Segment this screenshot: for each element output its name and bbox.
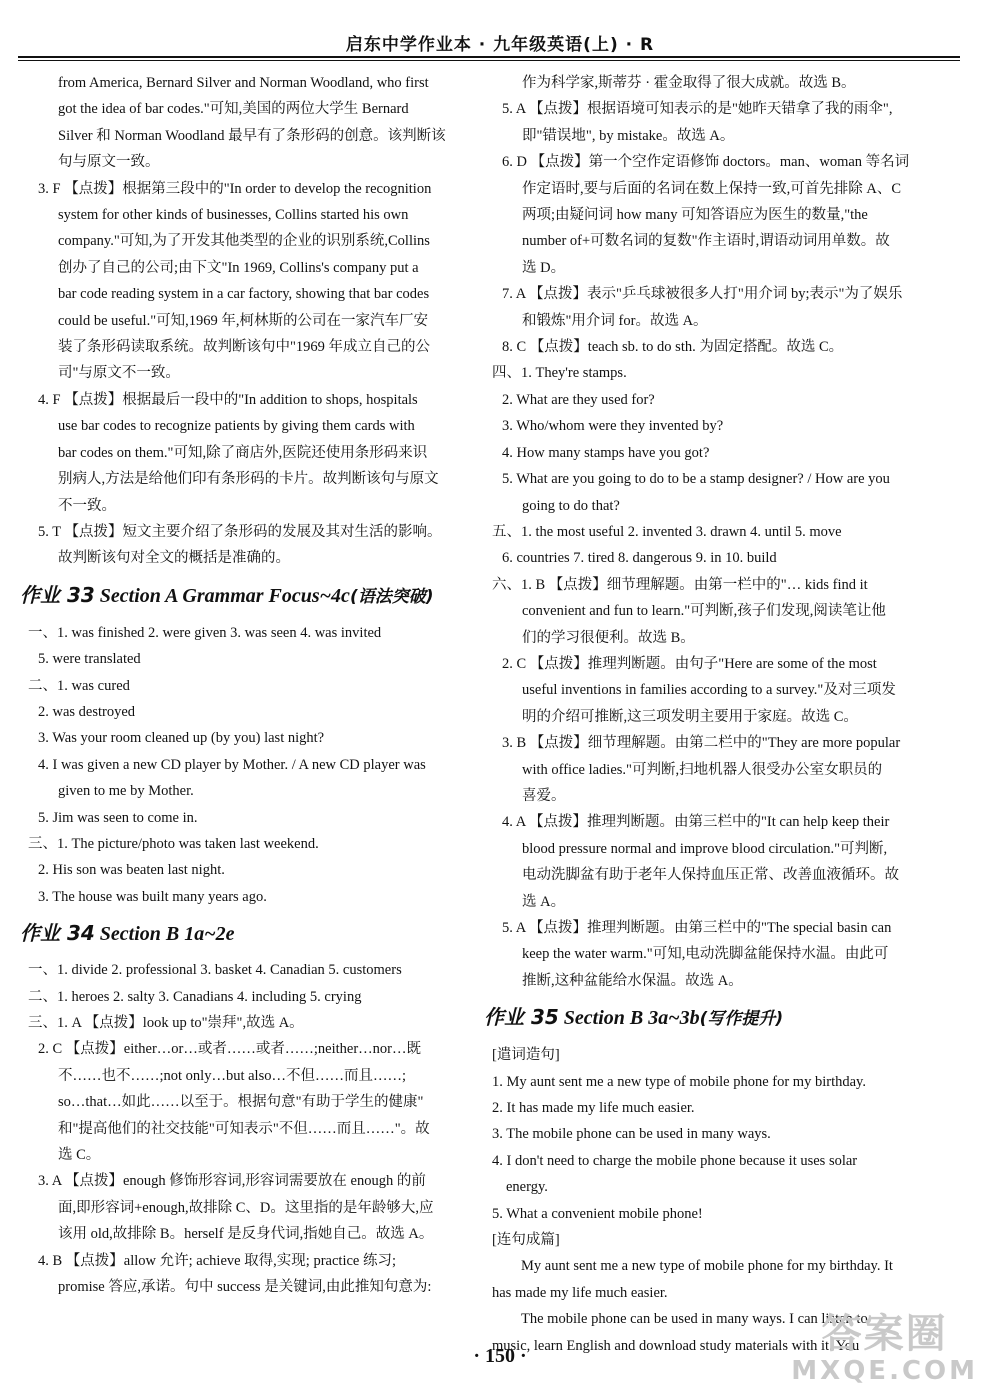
text-line: 选 D。 <box>522 259 566 276</box>
text-line: 五、1. the most useful 2. invented 3. drawn 4. until 5. move <box>492 523 842 540</box>
text-line: 2. His son was beaten last night. <box>38 862 225 879</box>
text-line: 一、1. was finished 2. were given 3. was seen 4. was invited <box>28 624 382 641</box>
header-rule-thin <box>18 60 960 61</box>
text-line: 电动洗脚盆有助于老年人保持血压正常、改善血液循环。故 <box>522 867 899 884</box>
text-line: 该用 old,故排除 B。herself 是反身代词,指她自己。故选 A。 <box>58 1226 434 1243</box>
section-heading <box>484 1002 952 1034</box>
text-line: going to do that? <box>522 497 620 514</box>
section-title: Section B 3a~3b <box>563 1007 700 1030</box>
text-line: 3. B 【点拨】细节理解题。由第二栏中的"They are more popular <box>502 735 901 752</box>
text-line: Silver 和 Norman Woodland 最早有了条形码的创意。该判断该 <box>58 127 446 144</box>
text-line: [遣词造句] <box>492 1047 560 1064</box>
page-number: · 150 · <box>473 1345 527 1367</box>
text-line: 5. What a convenient mobile phone! <box>492 1205 703 1222</box>
text-line: 3. A 【点拨】enough 修饰形容词,形容词需要放在 enough 的前 <box>38 1173 426 1190</box>
text-line: 7. A 【点拨】表示"乒乓球被很多人打"用介词 by;表示"为了娱乐 <box>502 286 903 303</box>
text-line: 2. was destroyed <box>38 703 136 720</box>
text-line: with office ladies."可判断,扫地机器人很受办公室女职员的 <box>522 761 883 778</box>
text-line: 3. F 【点拨】根据第三段中的"In order to develop the recognition <box>38 180 432 197</box>
text-line: 6. D 【点拨】第一个空作定语修饰 doctors。man、woman 等名词 <box>502 154 910 171</box>
text-line: 二、1. was cured <box>28 677 130 694</box>
text-line: 不一致。 <box>58 497 116 514</box>
text-line: energy. <box>506 1179 548 1196</box>
text-line: company."可知,为了开发其他类型的企业的识别系统,Collins <box>58 233 430 250</box>
watermark-line2: MXQE.COM <box>791 1356 978 1386</box>
text-line: 四、1. They're stamps. <box>492 365 627 382</box>
text-line: 2. What are they used for? <box>502 391 655 408</box>
text-line: My aunt sent me a new type of mobile phone for my birthday. It <box>521 1258 893 1275</box>
text-line: 和锻炼"用介词 for。故选 A。 <box>522 312 708 329</box>
text-line: 们的学习很便利。故选 B。 <box>522 629 695 646</box>
text-line: 即"错误地", by mistake。故选 A。 <box>522 127 735 144</box>
text-line: 3. Was your room cleaned up (by you) last night? <box>38 730 325 747</box>
text-line: 面,即形容词+enough,故排除 C、D。这里指的是年龄够大,应 <box>58 1199 434 1216</box>
text-line: useful inventions in families according to a survey."及对三项发 <box>522 682 896 699</box>
text-line: bar code reading system in a car factory, showing that bar codes <box>58 286 430 303</box>
text-line: 2. C 【点拨】推理判断题。由句子"Here are some of the most <box>502 655 877 672</box>
text-line: 4. F 【点拨】根据最后一段中的"In addition to shops, hospitals <box>38 391 418 408</box>
text-line: 3. The mobile phone can be used in many ways. <box>492 1126 771 1143</box>
left-column <box>20 70 468 1300</box>
section-number: 作业 34 <box>20 921 95 946</box>
section-title: Section B 1a~2e <box>99 923 235 946</box>
text-line: The mobile phone can be used in many ways. I can listen to <box>521 1311 868 1328</box>
text-line: has made my life much easier. <box>492 1284 668 1301</box>
text-line: 三、1. A 【点拨】look up to"崇拜",故选 A。 <box>28 1015 304 1031</box>
text-line: 三、1. The picture/photo was taken last weekend. <box>28 835 319 852</box>
text-line: music, learn English and download study materials with it. You <box>492 1337 860 1354</box>
text-line: 2. C 【点拨】either…or…或者……或者……;neither…nor…既 <box>38 1041 421 1058</box>
text-line: system for other kinds of businesses, Collins started his own <box>58 207 409 224</box>
text-line: 4. I don't need to charge the mobile phone because it uses solar <box>492 1152 858 1169</box>
text-line: 别病人,方法是给他们印有条形码的卡片。故判断该句与原文 <box>58 471 439 488</box>
text-line: number of+可数名词的复数"作主语时,谓语动词用单数。故 <box>522 233 890 250</box>
text-line: 喜爱。 <box>522 787 566 804</box>
text-line: 5. What are you going to do to be a stamp designer? / How are you <box>502 471 890 488</box>
text-line: 六、1. B 【点拨】细节理解题。由第一栏中的"… kids find it <box>492 576 868 593</box>
section-tag: (写作提升) <box>699 1009 784 1030</box>
text-line: 4. A 【点拨】推理判断题。由第三栏中的"It can help keep their <box>502 814 890 831</box>
text-line: 4. B 【点拨】allow 允许; achieve 取得,实现; practice 练习; <box>38 1252 396 1269</box>
watermark-line1: 答案圈 <box>821 1311 948 1357</box>
text-line: blood pressure normal and improve blood circulation."可判断, <box>522 840 888 857</box>
text-line: 选 A。 <box>522 893 566 910</box>
text-line: 5. A 【点拨】推理判断题。由第三栏中的"The special basin can <box>502 920 892 936</box>
text-line: 二、1. heroes 2. salty 3. Canadians 4. including 5. crying <box>28 988 362 1005</box>
text-line: [连句成篇] <box>492 1232 560 1249</box>
text-line: so…that…如此……以至于。根据句意"有助于学生的健康" <box>58 1094 424 1111</box>
text-line: bar codes on them."可知,除了商店外,医院还使用条形码来识 <box>58 444 428 461</box>
text-line: 5. A 【点拨】根据语境可知表示的是"她昨天错拿了我的雨伞", <box>502 101 893 118</box>
text-line: 4. I was given a new CD player by Mother. / A new CD player was <box>38 756 426 773</box>
section-tag: (语法突破) <box>349 586 434 607</box>
text-line: 作为科学家,斯蒂芬 · 霍金取得了很大成就。故选 B。 <box>522 75 856 91</box>
text-line: 2. It has made my life much easier. <box>492 1100 695 1117</box>
page-header: 启东中学作业本 · 九年级英语(上) · R <box>345 35 655 55</box>
text-line: 和"提高他们的社交技能"可知表示"不但……而且……"。故 <box>58 1120 430 1137</box>
text-line: 司"与原文不一致。 <box>58 365 180 382</box>
text-line: 8. C 【点拨】teach sb. to do sth. 为固定搭配。故选 C。 <box>502 339 844 356</box>
text-line: 两项;由疑问词 how many 可知答语应为医生的数量,"the <box>522 207 868 224</box>
text-line: 3. The house was built many years ago. <box>38 888 267 905</box>
text-line: 4. How many stamps have you got? <box>502 444 710 461</box>
text-line: use bar codes to recognize patients by giving them cards with <box>58 418 415 435</box>
text-line: 创办了自己的公司;由下文"In 1969, Collins's company put a <box>58 259 419 276</box>
text-line: 3. Who/whom were they invented by? <box>502 418 724 435</box>
text-line: 推断,这种盆能给水保温。故选 A。 <box>522 972 743 989</box>
text-line: keep the water warm."可知,电动洗脚盆能保持水温。由此可 <box>522 946 889 963</box>
section-heading <box>20 918 468 949</box>
section-heading <box>20 580 468 612</box>
text-line: 5. were translated <box>38 651 141 668</box>
text-line: given to me by Mother. <box>58 783 194 800</box>
text-line: from America, Bernard Silver and Norman Woodland, who first <box>58 75 429 91</box>
text-line: 装了条形码读取系统。故判断该句中"1969 年成立自己的公 <box>58 339 431 356</box>
text-line: 5. Jim was seen to come in. <box>38 809 198 826</box>
text-line: 作定语时,要与后面的名词在数上保持一致,可首先排除 A、C <box>522 180 902 197</box>
text-line: 句与原文一致。 <box>58 154 160 171</box>
text-line: 6. countries 7. tired 8. dangerous 9. in 10. build <box>502 550 777 567</box>
text-line: 1. My aunt sent me a new type of mobile phone for my birthday. <box>492 1073 866 1090</box>
text-line: 明的介绍可推断,这三项发明主要用于家庭。故选 C。 <box>522 708 858 725</box>
text-line: promise 答应,承诺。句中 success 是关键词,由此推知句意为: <box>58 1279 432 1296</box>
section-number: 作业 33 <box>20 582 95 607</box>
text-line: 一、1. divide 2. professional 3. basket 4. Canadian 5. customers <box>28 962 402 979</box>
header-rule <box>18 56 960 58</box>
text-line: 5. T 【点拨】短文主要介绍了条形码的发展及其对生活的影响。 <box>38 523 442 540</box>
watermark-logo <box>791 1311 978 1386</box>
text-line: 不……也不……;not only…but also…不但……而且……; <box>58 1067 406 1084</box>
text-line: 选 C。 <box>58 1147 101 1164</box>
text-line: got the idea of bar codes."可知,美国的两位大学生 Bernard <box>58 101 409 118</box>
section-number: 作业 35 <box>484 1005 559 1030</box>
section-title: Section A Grammar Focus~4c <box>99 584 350 607</box>
text-line: 故判断该句对全文的概括是准确的。 <box>58 550 290 567</box>
text-line: could be useful."可知,1969 年,柯林斯的公司在一家汽车厂安 <box>58 312 429 329</box>
text-line: convenient and fun to learn."可判断,孩子们发现,阅读笔让他 <box>522 603 886 620</box>
